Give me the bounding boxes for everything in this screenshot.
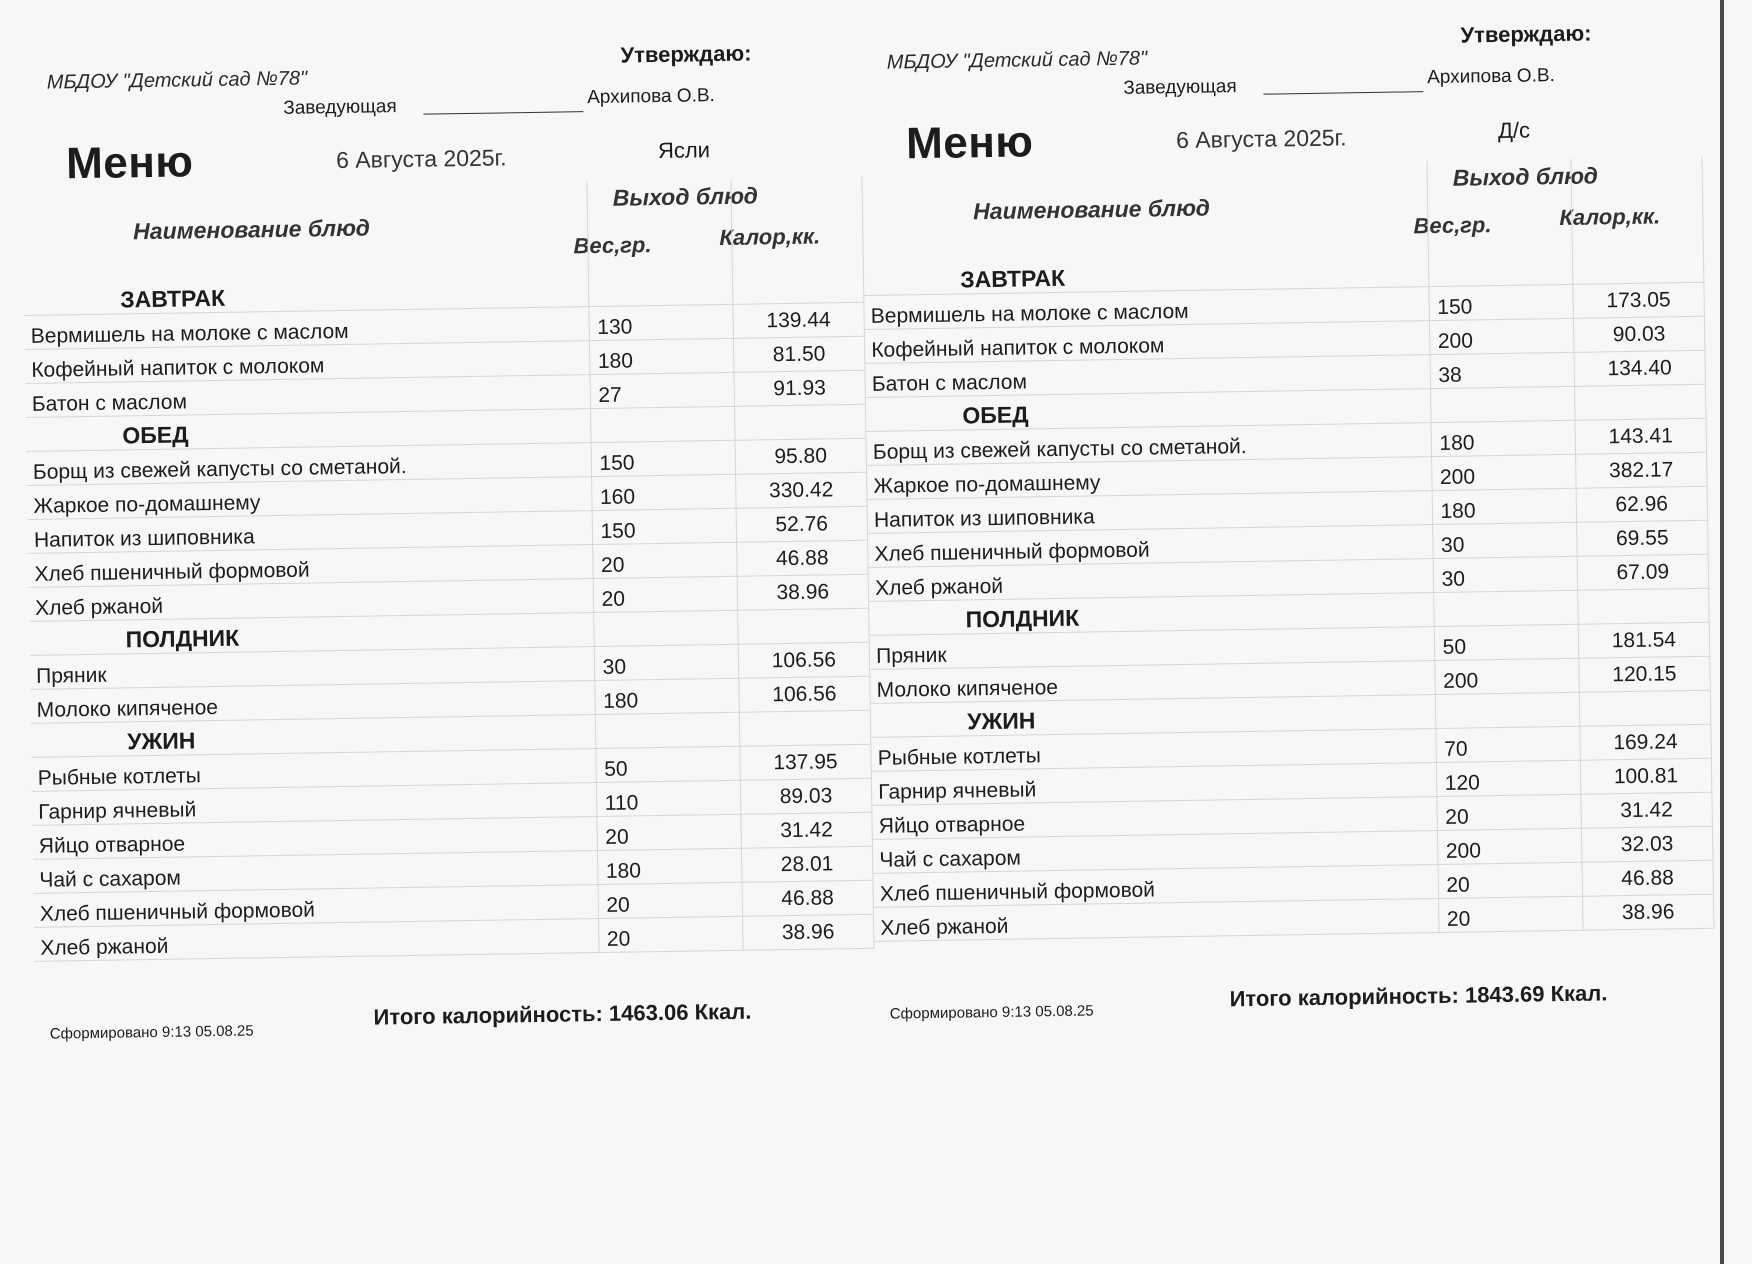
dish-calories: 62.96 bbox=[1615, 492, 1669, 517]
organization-name: МБДОУ "Детский сад №78" bbox=[46, 67, 308, 94]
menu-title: Меню bbox=[65, 137, 194, 189]
meal-section-name: УЖИН bbox=[871, 695, 1436, 738]
dish-weight: 120 bbox=[1436, 760, 1581, 796]
dish-weight bbox=[595, 712, 740, 748]
dish-calories: 89.03 bbox=[779, 784, 833, 809]
dish-calories-cell bbox=[1573, 316, 1705, 352]
dish-name: Гарнир ячневый bbox=[32, 783, 597, 826]
dish-weight: 150 bbox=[591, 440, 736, 476]
header-cell bbox=[587, 179, 733, 273]
dish-weight: 180 bbox=[597, 848, 742, 884]
dish-calories-cell bbox=[734, 404, 866, 440]
dish-name: Пряник bbox=[870, 627, 1435, 670]
dish-name: Гарнир ячневый bbox=[872, 763, 1437, 806]
dish-calories: 38.96 bbox=[781, 920, 835, 945]
dish-weight: 150 bbox=[592, 508, 737, 544]
dish-name: Хлеб ржаной bbox=[34, 919, 599, 962]
dish-name: Борщ из свежей капусты со сметаной. bbox=[27, 443, 592, 486]
menu-table bbox=[23, 177, 875, 962]
dish-weight: 160 bbox=[591, 474, 736, 510]
calories-header: Калор,кк. bbox=[719, 223, 821, 251]
dish-weight: 30 bbox=[1432, 522, 1577, 558]
page-edge-shadow bbox=[1720, 0, 1724, 1264]
dish-weight: 20 bbox=[597, 814, 742, 850]
dish-calories-cell bbox=[733, 336, 865, 372]
dish-calories-cell bbox=[740, 744, 872, 780]
dish-calories: 139.44 bbox=[766, 308, 831, 333]
total-calories: Итого калорийность: 1463.06 Ккал. bbox=[373, 998, 752, 1030]
head-position: Заведующая bbox=[283, 96, 397, 119]
dish-calories-cell bbox=[733, 302, 865, 338]
dish-calories-cell bbox=[739, 676, 871, 712]
dish-name: Напиток из шиповника bbox=[28, 511, 593, 554]
dish-calories-cell bbox=[1579, 690, 1711, 726]
dish-calories: 330.42 bbox=[768, 478, 834, 503]
group-label: Ясли bbox=[657, 137, 711, 163]
dish-calories-cell bbox=[1581, 792, 1713, 828]
dish-calories: 91.93 bbox=[773, 376, 827, 401]
dish-calories: 173.05 bbox=[1606, 288, 1671, 313]
meal-section-name: ЗАВТРАК bbox=[24, 273, 589, 315]
meal-section-name: ОБЕД bbox=[866, 389, 1431, 432]
dish-calories: 28.01 bbox=[780, 852, 834, 877]
dish-calories-cell bbox=[1578, 622, 1710, 658]
dish-calories-cell bbox=[1582, 894, 1714, 930]
dish-name: Хлеб пшеничный формовой bbox=[868, 525, 1433, 568]
dish-weight: 20 bbox=[593, 576, 738, 612]
dish-calories-cell bbox=[1576, 520, 1708, 556]
dish-calories-cell bbox=[1574, 350, 1706, 386]
dish-calories: 120.15 bbox=[1612, 662, 1677, 687]
signature-line bbox=[423, 111, 583, 115]
menu-table bbox=[863, 157, 1715, 942]
dish-calories: 106.56 bbox=[771, 648, 837, 673]
dish-calories: 46.88 bbox=[781, 886, 835, 911]
dish-weight: 180 bbox=[1432, 488, 1577, 524]
dish-calories-cell bbox=[1580, 724, 1712, 760]
meal-section-name: ПОЛДНИК bbox=[869, 593, 1434, 636]
dish-weight: 30 bbox=[1433, 556, 1578, 592]
dish-calories-cell bbox=[735, 438, 867, 474]
approval-label: Утверждаю: bbox=[620, 40, 752, 68]
generated-timestamp: Сформировано 9:13 05.08.25 bbox=[49, 1022, 254, 1043]
dish-calories: 31.42 bbox=[780, 818, 834, 843]
dish-weight: 30 bbox=[594, 644, 739, 680]
dish-weight: 50 bbox=[595, 746, 740, 782]
dish-weight: 70 bbox=[1435, 726, 1580, 762]
dish-calories-cell bbox=[1574, 384, 1706, 420]
dish-calories-cell bbox=[1582, 860, 1714, 896]
dish-calories: 181.54 bbox=[1611, 628, 1677, 653]
organization-name: МБДОУ "Детский сад №78" bbox=[886, 47, 1148, 74]
dish-name: Чай с сахаром bbox=[33, 851, 598, 894]
dish-weight: 180 bbox=[589, 338, 734, 374]
dish-calories-cell bbox=[741, 846, 873, 882]
dish-calories-cell bbox=[742, 914, 874, 950]
dish-weight bbox=[1428, 251, 1573, 287]
dish-name: Хлеб пшеничный формовой bbox=[28, 545, 593, 588]
dish-weight: 20 bbox=[598, 882, 743, 918]
dish-calories-cell bbox=[737, 574, 869, 610]
dish-weight: 150 bbox=[1428, 284, 1573, 320]
dish-weight: 180 bbox=[1431, 420, 1576, 456]
dish-weight bbox=[1433, 590, 1578, 626]
dish-calories-cell bbox=[735, 472, 867, 508]
dish-name: Чай с сахаром bbox=[873, 831, 1438, 874]
dish-weight: 50 bbox=[1434, 624, 1579, 660]
dish-name: Жаркое по-домашнему bbox=[867, 457, 1432, 500]
approval-label: Утверждаю: bbox=[1460, 20, 1592, 48]
column-header-row bbox=[23, 177, 864, 282]
yield-header: Выход блюд bbox=[1452, 162, 1599, 191]
dish-weight: 20 bbox=[592, 542, 737, 578]
header-cell bbox=[731, 177, 864, 271]
header-cell bbox=[23, 181, 588, 282]
menu-title: Меню bbox=[905, 117, 1034, 169]
dish-calories: 31.42 bbox=[1620, 798, 1674, 823]
dish-name: Яйцо отварное bbox=[32, 817, 597, 860]
dish-name: Борщ из свежей капусты со сметаной. bbox=[867, 423, 1432, 466]
dish-weight bbox=[1430, 386, 1575, 422]
dish-calories-cell bbox=[742, 880, 874, 916]
dish-weight: 200 bbox=[1431, 454, 1576, 490]
dish-calories-cell bbox=[1579, 656, 1711, 692]
dish-calories-cell bbox=[734, 370, 866, 406]
dish-calories-cell bbox=[739, 710, 871, 746]
dish-weight: 20 bbox=[1438, 862, 1583, 898]
dish-name: Жаркое по-домашнему bbox=[27, 477, 592, 520]
dish-calories: 46.88 bbox=[775, 546, 829, 571]
dish-calories-cell bbox=[1580, 758, 1712, 794]
dish-weight: 130 bbox=[588, 304, 733, 340]
dish-name: Хлеб ржаной bbox=[29, 579, 594, 622]
dish-weight bbox=[593, 610, 738, 646]
dish-name: Хлеб пшеничный формовой bbox=[874, 865, 1439, 908]
meal-section-name: ОБЕД bbox=[26, 409, 591, 452]
dish-calories: 143.41 bbox=[1608, 424, 1673, 449]
dish-name: Пряник bbox=[30, 647, 595, 690]
dish-name: Вермишель на молоке с маслом bbox=[864, 287, 1429, 330]
dish-calories-cell bbox=[1575, 418, 1707, 454]
signature-line bbox=[1263, 91, 1423, 95]
menu-date: 6 Августа 2025г. bbox=[1175, 124, 1347, 154]
dish-weight: 200 bbox=[1429, 318, 1574, 354]
dish-weight: 200 bbox=[1434, 658, 1579, 694]
dish-calories: 69.55 bbox=[1615, 526, 1669, 551]
dish-name: Рыбные котлеты bbox=[871, 729, 1436, 772]
weight-header: Вес,гр. bbox=[1413, 212, 1492, 239]
dish-calories-cell bbox=[1572, 249, 1704, 285]
dish-weight: 27 bbox=[590, 372, 735, 408]
dish-name: Хлеб пшеничный формовой bbox=[34, 885, 599, 928]
dish-name: Батон с маслом bbox=[866, 355, 1431, 398]
dish-calories-cell bbox=[1575, 452, 1707, 488]
dish-calories-cell bbox=[740, 778, 872, 814]
dish-calories: 100.81 bbox=[1613, 764, 1679, 789]
dish-weight bbox=[590, 406, 735, 442]
dish-calories-cell bbox=[1576, 486, 1708, 522]
menu-date: 6 Августа 2025г. bbox=[335, 144, 507, 174]
dish-calories-cell bbox=[1577, 588, 1709, 624]
dish-calories-cell bbox=[1573, 282, 1705, 318]
head-position: Заведующая bbox=[1123, 76, 1237, 99]
dish-calories-cell bbox=[1577, 554, 1709, 590]
head-name: Архипова О.В. bbox=[586, 85, 716, 109]
dish-name: Напиток из шиповника bbox=[868, 491, 1433, 534]
meal-section-name: УЖИН bbox=[31, 715, 596, 758]
dish-calories-cell bbox=[741, 812, 873, 848]
header-cell bbox=[1427, 159, 1573, 253]
dish-weight: 38 bbox=[1430, 352, 1575, 388]
dish-name: Кофейный напиток с молоком bbox=[865, 321, 1430, 364]
dish-name: Вермишель на молоке с маслом bbox=[24, 307, 589, 350]
meal-section-name: ПОЛДНИК bbox=[29, 613, 594, 656]
dish-weight: 200 bbox=[1437, 828, 1582, 864]
meal-section-name: ЗАВТРАК bbox=[864, 253, 1429, 295]
header-cell bbox=[1571, 157, 1704, 251]
dish-calories: 32.03 bbox=[1620, 832, 1674, 857]
dish-name-header: Наименование блюд bbox=[132, 214, 371, 245]
dish-calories: 46.88 bbox=[1621, 866, 1675, 891]
dish-name: Молоко кипяченое bbox=[30, 681, 595, 724]
dish-weight bbox=[588, 271, 733, 307]
dish-calories: 106.56 bbox=[772, 682, 837, 707]
yield-header: Выход блюд bbox=[612, 182, 759, 211]
dish-calories: 67.09 bbox=[1616, 560, 1670, 585]
dish-calories-cell bbox=[736, 540, 868, 576]
dish-calories: 169.24 bbox=[1613, 730, 1678, 755]
dish-weight bbox=[1435, 692, 1580, 728]
calories-header: Калор,кк. bbox=[1559, 203, 1661, 231]
dish-calories-cell bbox=[1581, 826, 1713, 862]
dish-name: Рыбные котлеты bbox=[31, 749, 596, 792]
dish-name: Молоко кипяченое bbox=[870, 661, 1435, 704]
header-cell bbox=[863, 161, 1428, 262]
head-name: Архипова О.В. bbox=[1426, 65, 1556, 89]
dish-calories: 134.40 bbox=[1607, 356, 1672, 381]
dish-calories: 382.17 bbox=[1608, 458, 1674, 483]
weight-header: Вес,гр. bbox=[573, 232, 652, 259]
total-calories: Итого калорийность: 1843.69 Ккал. bbox=[1229, 980, 1608, 1012]
menu-sheet-nursery bbox=[20, 17, 877, 1130]
dish-calories: 81.50 bbox=[772, 342, 826, 367]
dish-name: Кофейный напиток с молоком bbox=[25, 341, 590, 384]
dish-weight: 110 bbox=[596, 780, 741, 816]
dish-calories: 95.80 bbox=[774, 444, 828, 469]
dish-calories-cell bbox=[732, 269, 864, 305]
dish-calories: 38.96 bbox=[1621, 900, 1675, 925]
dish-weight: 180 bbox=[594, 678, 739, 714]
dish-name: Батон с маслом bbox=[26, 375, 591, 418]
generated-timestamp: Сформировано 9:13 05.08.25 bbox=[889, 1002, 1094, 1023]
dish-weight: 20 bbox=[1437, 794, 1582, 830]
group-label: Д/с bbox=[1497, 117, 1531, 143]
dish-calories: 52.76 bbox=[775, 512, 829, 537]
dish-name: Яйцо отварное bbox=[872, 797, 1437, 840]
dish-weight: 20 bbox=[1438, 896, 1583, 932]
menu-sheet-kindergarten bbox=[860, 0, 1717, 1110]
dish-calories: 38.96 bbox=[776, 580, 830, 605]
dish-calories: 137.95 bbox=[773, 750, 838, 775]
column-header-row bbox=[863, 157, 1704, 262]
dish-calories: 90.03 bbox=[1612, 322, 1666, 347]
dish-name: Хлеб ржаной bbox=[869, 559, 1434, 602]
dish-calories-cell bbox=[737, 608, 869, 644]
dish-name: Хлеб ржаной bbox=[874, 899, 1439, 942]
dish-calories-cell bbox=[736, 506, 868, 542]
dish-name-header: Наименование блюд bbox=[972, 194, 1211, 225]
dish-weight: 20 bbox=[598, 916, 743, 952]
dish-calories-cell bbox=[738, 642, 870, 678]
